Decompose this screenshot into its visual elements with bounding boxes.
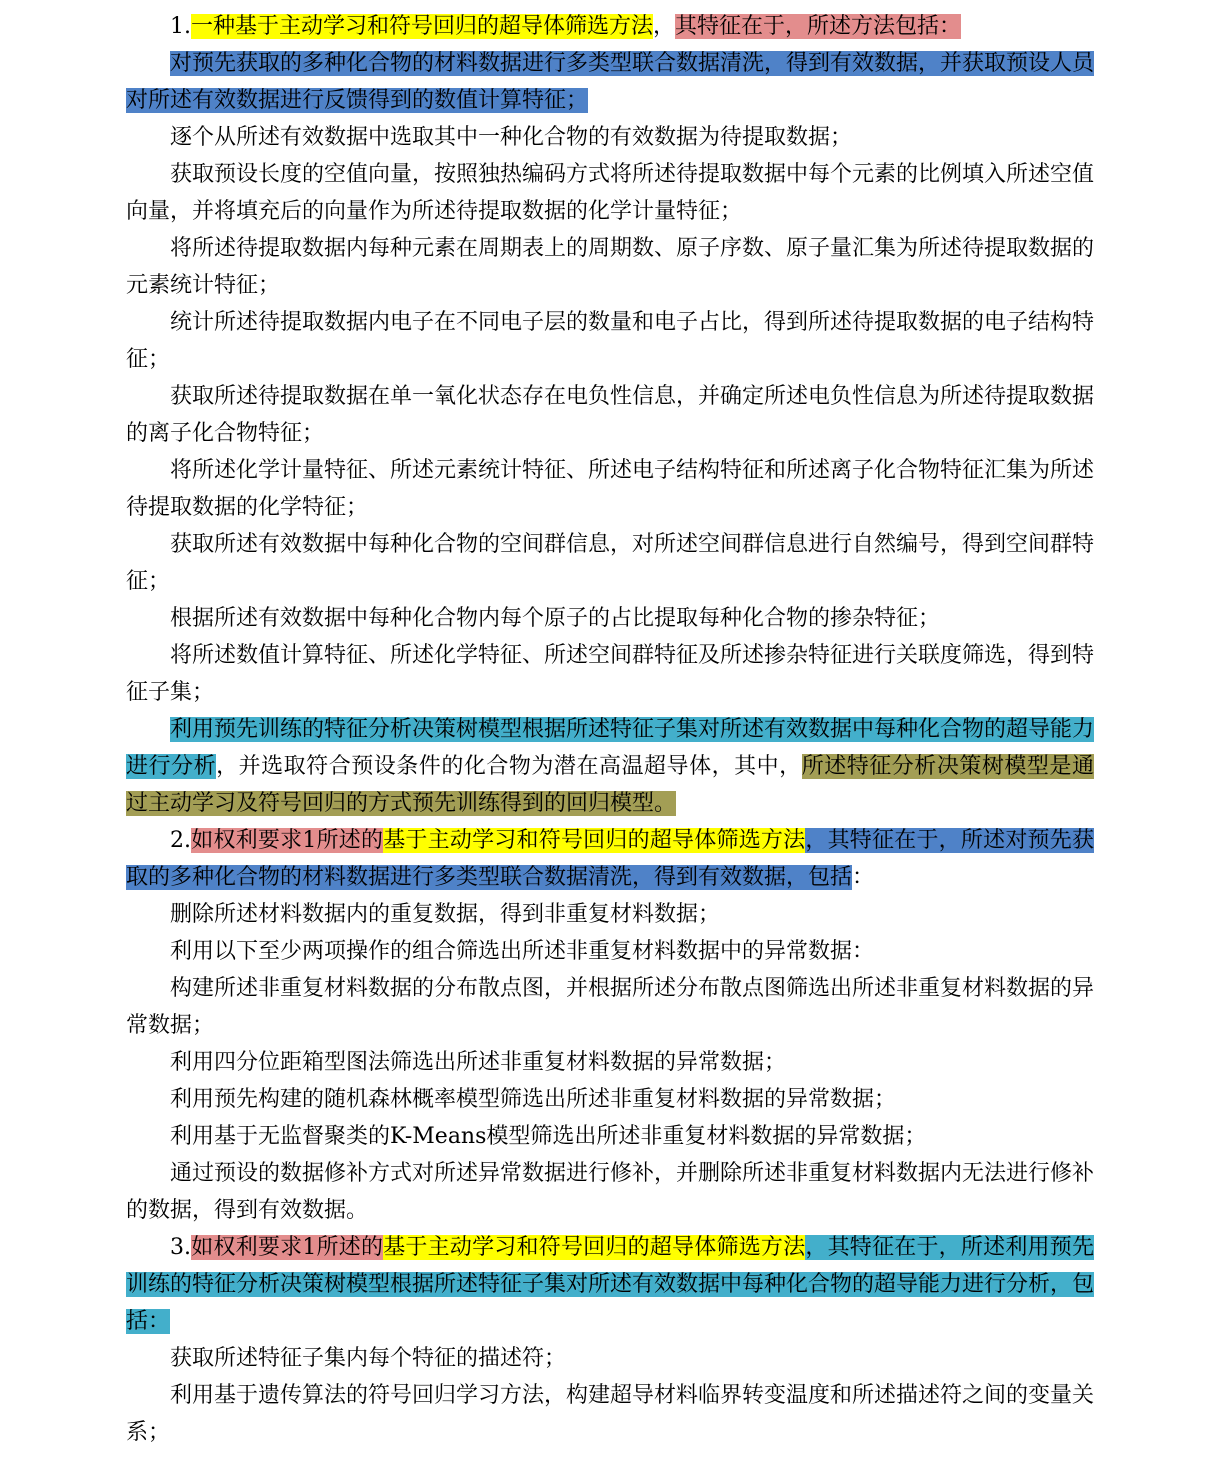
- highlighted-text-blue: 对预先获取的多种化合物的材料数据进行多类型联合数据清洗，得到有效数据，并获取预设人员对所述有效数据进行反馈得到的数值计算特征；: [126, 51, 1095, 113]
- claim-paragraph: [126, 896, 1094, 933]
- paragraph-text: 获取所述特征子集内每个特征的描述符；: [170, 1346, 567, 1371]
- claim-paragraph: [126, 156, 1094, 230]
- claim-paragraph: [126, 526, 1094, 600]
- paragraph-text: 删除所述材料数据内的重复数据，得到非重复材料数据；: [170, 902, 721, 927]
- paragraph-text: 逐个从所述有效数据中选取其中一种化合物的有效数据为待提取数据；: [170, 125, 853, 150]
- patent-claims-document: [126, 8, 1094, 1451]
- claim-paragraph: [126, 1118, 1094, 1155]
- highlighted-text-yellow: 基于主动学习和符号回归的超导体筛选方法: [383, 828, 806, 853]
- paragraph-text: 通过预设的数据修补方式对所述异常数据进行修补，并删除所述非重复材料数据内无法进行修补的数据，得到有效数据。: [126, 1161, 1095, 1223]
- claim-paragraph: [126, 1044, 1094, 1081]
- paragraph-text: 统计所述待提取数据内电子在不同电子层的数量和电子占比，得到所述待提取数据的电子结构特征；: [126, 310, 1095, 372]
- paragraph-text: 将所述数值计算特征、所述化学特征、所述空间群特征及所述掺杂特征进行关联度筛选，得到特征子集；: [126, 643, 1095, 705]
- claim-paragraph: [126, 230, 1094, 304]
- claim-paragraph: [126, 1229, 1094, 1340]
- paragraph-text: 1.: [170, 14, 191, 39]
- claim-paragraph: [126, 1377, 1094, 1451]
- claim-paragraph: [126, 600, 1094, 637]
- paragraph-text: 获取预设长度的空值向量，按照独热编码方式将所述待提取数据中每个元素的比例填入所述空值向量，并将填充后的向量作为所述待提取数据的化学计量特征；: [126, 162, 1095, 224]
- paragraph-text: 将所述化学计量特征、所述元素统计特征、所述电子结构特征和所述离子化合物特征汇集为所述待提取数据的化学特征；: [126, 458, 1095, 520]
- paragraph-text: 3.: [170, 1235, 191, 1260]
- highlighted-text-olive: 所述特征分析决策树模型是通过主动学习及符号回归的方式预先训练得到的回归模型。: [126, 754, 1094, 816]
- highlighted-text-pink: 如权利要求1所述的: [191, 1235, 384, 1260]
- highlighted-text-teal: 利用预先训练的特征分析决策树模型根据所述特征子集对所述有效数据中每种化合物的超导能力进行分析: [126, 717, 1095, 779]
- highlighted-text-pink: 其特征在于，所述方法包括：: [675, 14, 962, 39]
- paragraph-text: 根据所述有效数据中每种化合物内每个原子的占比提取每种化合物的掺杂特征；: [170, 606, 941, 631]
- highlighted-text-blue: ，其特征在于，所述对预先获取的多种化合物的材料数据进行多类型联合数据清洗，得到有效数据，包括: [126, 828, 1094, 890]
- claim-paragraph: [126, 711, 1094, 822]
- paragraph-text: 利用预先构建的随机森林概率模型筛选出所述非重复材料数据的异常数据；: [170, 1087, 897, 1112]
- claim-paragraph: [126, 304, 1094, 378]
- claim-paragraph: [126, 8, 1094, 45]
- paragraph-text: 获取所述有效数据中每种化合物的空间群信息，对所述空间群信息进行自然编号，得到空间群特征；: [126, 532, 1095, 594]
- paragraph-text: 利用四分位距箱型图法筛选出所述非重复材料数据的异常数据；: [170, 1050, 787, 1075]
- claim-paragraph: [126, 452, 1094, 526]
- claim-paragraph: [126, 1081, 1094, 1118]
- highlighted-text-yellow: 一种基于主动学习和符号回归的超导体筛选方法: [191, 14, 654, 39]
- claim-paragraph: [126, 1155, 1094, 1229]
- paragraph-text: ：: [852, 865, 875, 890]
- claim-paragraph: [126, 637, 1094, 711]
- highlighted-text-teal: ，其特征在于，所述利用预先训练的特征分析决策树模型根据所述特征子集对所述有效数据中每种化合物的超导能力进行分析，包括：: [126, 1235, 1095, 1334]
- claim-paragraph: [126, 822, 1094, 896]
- claim-paragraph: [126, 378, 1094, 452]
- claim-paragraph: [126, 933, 1094, 970]
- highlighted-text-pink: 如权利要求1所述的: [191, 828, 384, 853]
- highlighted-text-yellow: 基于主动学习和符号回归的超导体筛选方法: [383, 1235, 806, 1260]
- paragraph-text: 获取所述待提取数据在单一氧化状态存在电负性信息，并确定所述电负性信息为所述待提取数据的离子化合物特征；: [126, 384, 1095, 446]
- claim-paragraph: [126, 1340, 1094, 1377]
- paragraph-text: 利用基于无监督聚类的K-Means模型筛选出所述非重复材料数据的异常数据；: [170, 1124, 927, 1149]
- claim-paragraph: [126, 119, 1094, 156]
- paragraph-text: 利用以下至少两项操作的组合筛选出所述非重复材料数据中的异常数据：: [170, 939, 875, 964]
- paragraph-text: 构建所述非重复材料数据的分布散点图，并根据所述分布散点图筛选出所述非重复材料数据的异常数据；: [126, 976, 1095, 1038]
- paragraph-text: 将所述待提取数据内每种元素在周期表上的周期数、原子序数、原子量汇集为所述待提取数据的元素统计特征；: [126, 236, 1095, 298]
- paragraph-text: ，: [653, 14, 676, 39]
- paragraph-text: ，并选取符合预设条件的化合物为潜在高温超导体，其中，: [216, 754, 802, 779]
- paragraph-text: 2.: [170, 828, 191, 853]
- claim-paragraph: [126, 45, 1094, 119]
- claim-paragraph: [126, 970, 1094, 1044]
- paragraph-text: 利用基于遗传算法的符号回归学习方法，构建超导材料临界转变温度和所述描述符之间的变量关系；: [126, 1383, 1095, 1445]
